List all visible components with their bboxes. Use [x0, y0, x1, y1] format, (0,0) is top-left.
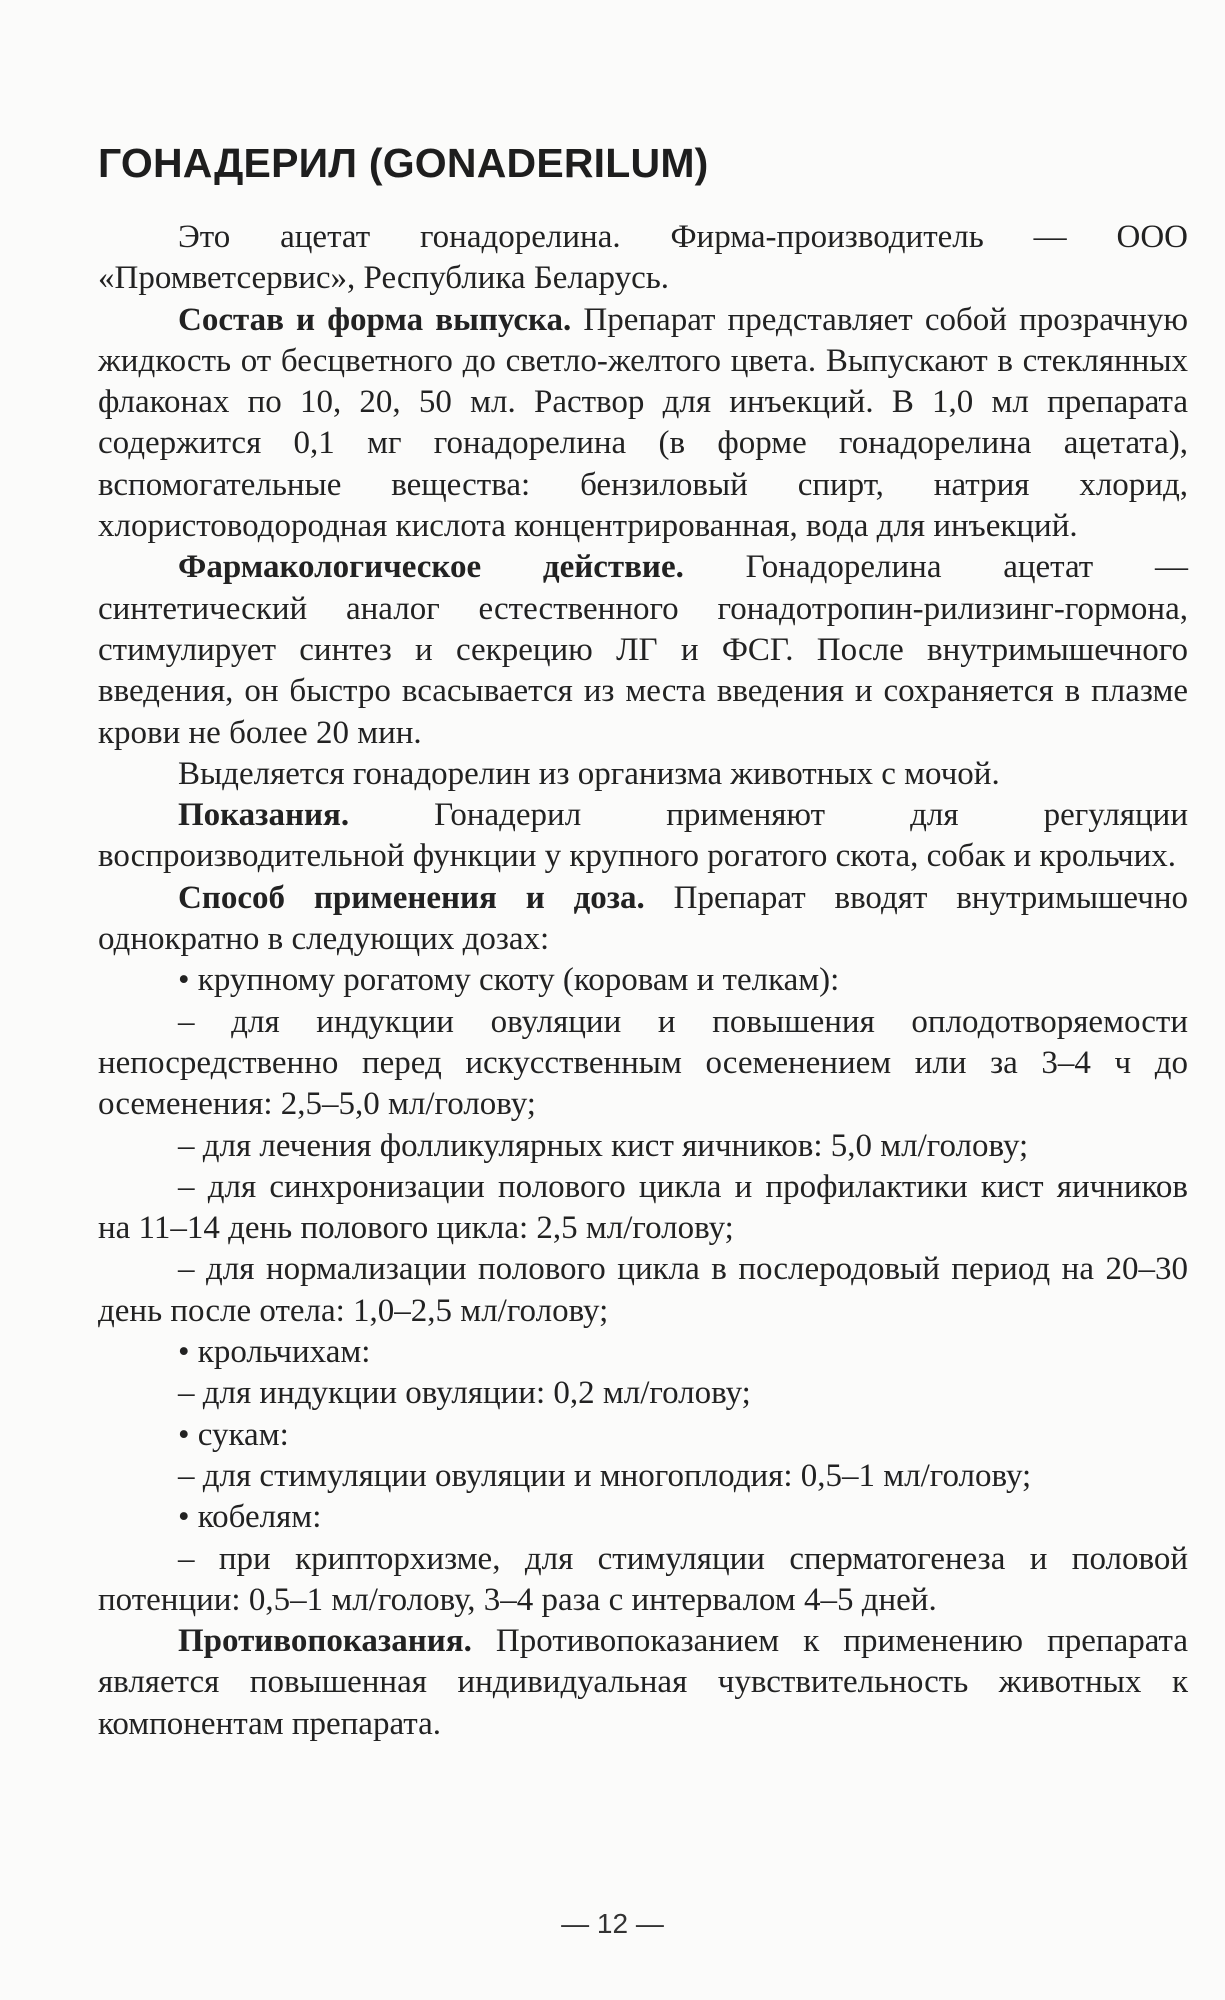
paragraph-text: Выделяется гонадорелин из организма животных с мочой.: [178, 755, 1000, 792]
paragraph-text: Препарат вводят внутримышечно однократно в следующих дозах:: [98, 879, 1188, 958]
paragraph-lead: Противопоказания.: [178, 1623, 472, 1660]
list-item-dose: [98, 1126, 1188, 1167]
paragraph-text: Гонадорелина ацетат — синтетический аналог естественного гонадотропин-рилизинг-гормона, стимулирует синтез и секрецию ЛГ и ФСГ. После внутримышечного введения, он быстро всасывается из места введения и сохраняется в плазме крови не более 20 мин.: [98, 549, 1188, 751]
list-item-dose: [98, 1167, 1188, 1250]
paragraph-text: – для стимуляции овуляции и многоплодия: 0,5–1 мл/голову;: [178, 1457, 1032, 1494]
list-item-dose: [98, 1373, 1188, 1414]
paragraph-dosage: [98, 878, 1188, 961]
page-title: ГОНАДЕРИЛ (GONADERILUM): [98, 140, 709, 186]
paragraph-pharmacology: [98, 547, 1188, 753]
paragraph-contraindications: [98, 1621, 1188, 1745]
list-item-dose: [98, 1002, 1188, 1126]
paragraph-text: Гонадерил применяют для регуляции воспроизводительной функции у крупного рогатого скота, собак и крольчих.: [98, 797, 1188, 875]
list-item-cattle: [98, 960, 1188, 1001]
paragraph-text: • сукам:: [178, 1416, 289, 1453]
list-item-dose: [98, 1456, 1188, 1497]
paragraph-indications: [98, 795, 1188, 878]
paragraph-excretion: [98, 754, 1188, 795]
paragraph-text: Противопоказанием к применению препарата является повышенная индивидуальная чувствительность животных к компонентам препарата.: [98, 1623, 1188, 1742]
paragraph-lead: Фармакологическое действие.: [178, 549, 684, 586]
list-item-bitches: [98, 1415, 1188, 1456]
paragraph-text: • крольчихам:: [178, 1334, 371, 1371]
list-item-dose: [98, 1539, 1188, 1622]
paragraph-text: – для лечения фолликулярных кист яичников: 5,0 мл/голову;: [178, 1127, 1029, 1164]
page-number: — 12 —: [561, 1908, 664, 1939]
document-page: [98, 140, 1188, 1745]
paragraph-intro: [98, 217, 1188, 300]
paragraph-text: – для индукции овуляции: 0,2 мл/голову;: [178, 1375, 751, 1412]
paragraph-text: • крупному рогатому скоту (коровам и телкам):: [178, 962, 840, 999]
paragraph-text: – для синхронизации полового цикла и профилактики кист яичников на 11–14 день полового цикла: 2,5 мл/голову;: [98, 1168, 1188, 1247]
paragraph-lead: Показания.: [178, 797, 350, 834]
list-item-rabbits: [98, 1332, 1188, 1373]
paragraph-text: Это ацетат гонадорелина. Фирма-производитель — ООО «Промветсервис», Республика Беларусь.: [98, 219, 1188, 297]
paragraph-text: Препарат представляет собой прозрачную жидкость от бесцветного до светло-желтого цвета. Выпускают в стеклянных флаконах по 10, 20, 50 мл. Раствор для инъекций. В 1,0 мл препарата содержится 0,1 мг гонадорелина (в форме гонадорелина ацетата), вспомогательные вещества: бензиловый спирт, натрия хлорид, хлористоводородная кислота концентрированная, вода для инъекций.: [98, 301, 1188, 545]
paragraph-composition: [98, 300, 1188, 548]
paragraph-text: – для индукции овуляции и повышения оплодотворяемости непосредственно перед искусственным осеменением или за 3–4 ч до осеменения: 2,5–5,0 мл/голову;: [98, 1003, 1188, 1123]
paragraph-lead: Способ применения и доза.: [178, 879, 645, 916]
paragraph-text: – при крипторхизме, для стимуляции сперматогенеза и половой потенции: 0,5–1 мл/голову, 3–4 раза с интервалом 4–5 дней.: [98, 1540, 1188, 1618]
paragraph-text: • кобелям:: [178, 1499, 322, 1536]
paragraph-text: – для нормализации полового цикла в послеродовый период на 20–30 день после отела: 1,0–2,5 мл/голову;: [98, 1251, 1188, 1329]
paragraph-lead: Состав и форма выпуска.: [178, 301, 572, 338]
list-item-males: [98, 1497, 1188, 1538]
list-item-dose: [98, 1249, 1188, 1332]
